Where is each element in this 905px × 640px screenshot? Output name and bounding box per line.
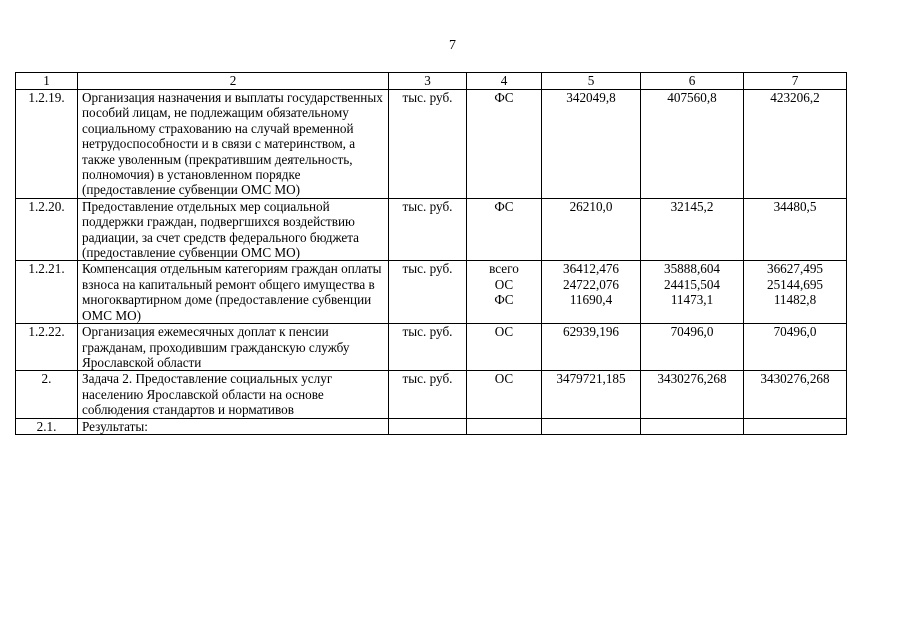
row-value-col7: 423206,2 — [744, 90, 847, 199]
row-value-col5: 3479721,185 — [542, 371, 641, 418]
row-funding-source — [467, 261, 542, 324]
table-row — [16, 324, 847, 371]
page-number: 7 — [449, 38, 456, 53]
funding-source-line: ФС — [494, 292, 514, 308]
row-description: Результаты: — [78, 418, 389, 434]
value-line: 11690,4 — [569, 292, 613, 308]
funding-source-line: ОС — [494, 276, 514, 292]
row-description: Организация ежемесячных доплат к пенсии гражданам, проходившим гражданскую службу Ярославской области — [78, 324, 389, 371]
header-cell: 3 — [389, 73, 467, 90]
row-value-col6 — [641, 418, 744, 434]
header-row — [16, 73, 847, 90]
row-value-col6 — [641, 261, 744, 324]
row-description: Предоставление отдельных мер социальной поддержки граждан, подвергшихся воздействию радиации, за счет средств федерального бюджета (предоставление субвенции ОМС МО) — [78, 198, 389, 261]
header-cell: 4 — [467, 73, 542, 90]
row-value-col6: 3430276,268 — [641, 371, 744, 418]
table-row — [16, 198, 847, 261]
value-line: 24415,504 — [663, 276, 721, 292]
program-table — [15, 72, 847, 435]
row-unit: тыс. руб. — [389, 90, 467, 199]
row-unit: тыс. руб. — [389, 324, 467, 371]
row-value-col7: 3430276,268 — [744, 371, 847, 418]
row-number: 1.2.20. — [16, 198, 78, 261]
value-line: 36627,495 — [766, 261, 824, 277]
funding-source-line: всего — [489, 261, 519, 277]
row-value-col5: 26210,0 — [542, 198, 641, 261]
row-value-col6: 407560,8 — [641, 90, 744, 199]
row-value-col5 — [542, 261, 641, 324]
row-number: 2.1. — [16, 418, 78, 434]
row-description: Компенсация отдельным категориям граждан оплаты взноса на капитальный ремонт общего имущества в многоквартирном доме (предоставление субвенции ОМС МО) — [78, 261, 389, 324]
row-value-col5: 342049,8 — [542, 90, 641, 199]
value-line: 35888,604 — [663, 261, 721, 277]
header-cell: 6 — [641, 73, 744, 90]
value-line: 36412,476 — [562, 261, 620, 277]
row-value-col6: 32145,2 — [641, 198, 744, 261]
row-value-col5 — [542, 418, 641, 434]
header-cell: 1 — [16, 73, 78, 90]
value-line: 25144,695 — [766, 276, 824, 292]
value-line: 24722,076 — [562, 276, 620, 292]
row-unit: тыс. руб. — [389, 371, 467, 418]
row-description: Задача 2. Предоставление социальных услуг населению Ярославской области на основе соблюдения стандартов и нормативов — [78, 371, 389, 418]
row-number: 1.2.21. — [16, 261, 78, 324]
table-row — [16, 371, 847, 418]
row-number: 1.2.22. — [16, 324, 78, 371]
row-value-col7: 70496,0 — [744, 324, 847, 371]
row-value-col7 — [744, 418, 847, 434]
row-funding-source: ОС — [467, 324, 542, 371]
row-value-col5: 62939,196 — [542, 324, 641, 371]
header-cell: 5 — [542, 73, 641, 90]
value-line: 11473,1 — [670, 292, 714, 308]
table-row — [16, 418, 847, 434]
row-value-col6: 70496,0 — [641, 324, 744, 371]
value-line: 11482,8 — [773, 292, 817, 308]
row-number: 1.2.19. — [16, 90, 78, 199]
header-cell: 2 — [78, 73, 389, 90]
row-unit — [389, 418, 467, 434]
row-unit: тыс. руб. — [389, 198, 467, 261]
row-number: 2. — [16, 371, 78, 418]
row-unit: тыс. руб. — [389, 261, 467, 324]
row-description: Организация назначения и выплаты государственных пособий лицам, не подлежащим обязательному социальному страхованию на случай временной нетрудоспособности и в связи с материнством, а также уволенным (прекратившим деятельность, полномочия) в установленном порядке (предоставление субвенции ОМС МО) — [78, 90, 389, 199]
row-funding-source: ФС — [467, 198, 542, 261]
table-row — [16, 261, 847, 324]
row-value-col7 — [744, 261, 847, 324]
table-row — [16, 90, 847, 199]
row-value-col7: 34480,5 — [744, 198, 847, 261]
row-funding-source: ОС — [467, 371, 542, 418]
header-cell: 7 — [744, 73, 847, 90]
row-funding-source — [467, 418, 542, 434]
row-funding-source: ФС — [467, 90, 542, 199]
